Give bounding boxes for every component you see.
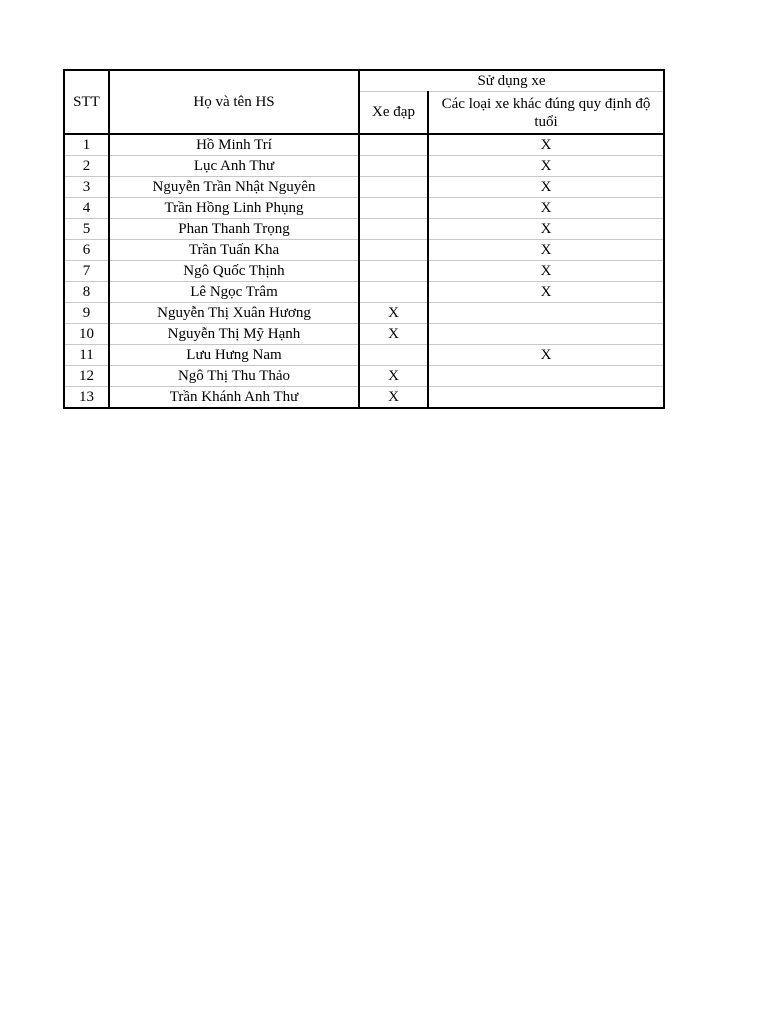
table-row [64,324,664,345]
table-row [64,303,664,324]
other-vehicle-mark-cell [428,366,664,387]
bicycle-mark-cell [359,261,428,282]
bicycle-mark-cell [359,156,428,177]
bicycle-mark-cell: X [359,366,428,387]
other-vehicle-mark-cell: X [428,261,664,282]
bicycle-mark-cell [359,177,428,198]
other-vehicle-mark-cell: X [428,282,664,303]
bicycle-mark-cell [359,134,428,156]
other-vehicle-mark-cell [428,324,664,345]
row-number-cell: 2 [64,156,109,177]
bicycle-mark-cell [359,282,428,303]
bicycle-mark-cell [359,345,428,366]
bicycle-mark-cell: X [359,324,428,345]
header-stt: STT [64,70,109,134]
table-row [64,219,664,240]
table-header [64,70,664,134]
student-name-cell: Trần Hồng Linh Phụng [109,198,359,219]
header-vehicle-usage: Sử dụng xe [359,70,664,92]
row-number-cell: 5 [64,219,109,240]
student-name-cell: Phan Thanh Trọng [109,219,359,240]
bicycle-mark-cell: X [359,387,428,409]
table-row [64,198,664,219]
other-vehicle-mark-cell: X [428,134,664,156]
table-row [64,366,664,387]
student-name-cell: Nguyễn Thị Xuân Hương [109,303,359,324]
header-student-name: Họ và tên HS [109,70,359,134]
other-vehicle-mark-cell: X [428,219,664,240]
header-bicycle: Xe đạp [359,92,428,135]
other-vehicle-mark-cell: X [428,240,664,261]
row-number-cell: 1 [64,134,109,156]
table-body [64,134,664,408]
other-vehicle-mark-cell [428,303,664,324]
row-number-cell: 12 [64,366,109,387]
bicycle-mark-cell: X [359,303,428,324]
table-row [64,261,664,282]
table-row [64,156,664,177]
student-name-cell: Ngô Quốc Thịnh [109,261,359,282]
table-row [64,345,664,366]
other-vehicle-mark-cell: X [428,198,664,219]
bicycle-mark-cell [359,240,428,261]
student-vehicle-table [63,69,665,409]
row-number-cell: 6 [64,240,109,261]
row-number-cell: 11 [64,345,109,366]
row-number-cell: 13 [64,387,109,409]
header-other-vehicles: Các loại xe khác đúng quy định độ tuổi [428,92,664,135]
bicycle-mark-cell [359,198,428,219]
other-vehicle-mark-cell: X [428,177,664,198]
student-name-cell: Nguyễn Thị Mỹ Hạnh [109,324,359,345]
table-row [64,282,664,303]
row-number-cell: 8 [64,282,109,303]
row-number-cell: 9 [64,303,109,324]
student-name-cell: Nguyễn Trần Nhật Nguyên [109,177,359,198]
student-name-cell: Ngô Thị Thu Thảo [109,366,359,387]
table-row [64,387,664,409]
row-number-cell: 4 [64,198,109,219]
student-name-cell: Trần Tuấn Kha [109,240,359,261]
student-name-cell: Trần Khánh Anh Thư [109,387,359,409]
other-vehicle-mark-cell [428,387,664,409]
table-row [64,177,664,198]
other-vehicle-mark-cell: X [428,156,664,177]
student-name-cell: Lục Anh Thư [109,156,359,177]
table-row [64,240,664,261]
student-name-cell: Lê Ngọc Trâm [109,282,359,303]
table-row [64,134,664,156]
row-number-cell: 10 [64,324,109,345]
student-name-cell: Lưu Hưng Nam [109,345,359,366]
other-vehicle-mark-cell: X [428,345,664,366]
bicycle-mark-cell [359,219,428,240]
row-number-cell: 7 [64,261,109,282]
row-number-cell: 3 [64,177,109,198]
header-row-top [64,70,664,92]
student-name-cell: Hồ Minh Trí [109,134,359,156]
